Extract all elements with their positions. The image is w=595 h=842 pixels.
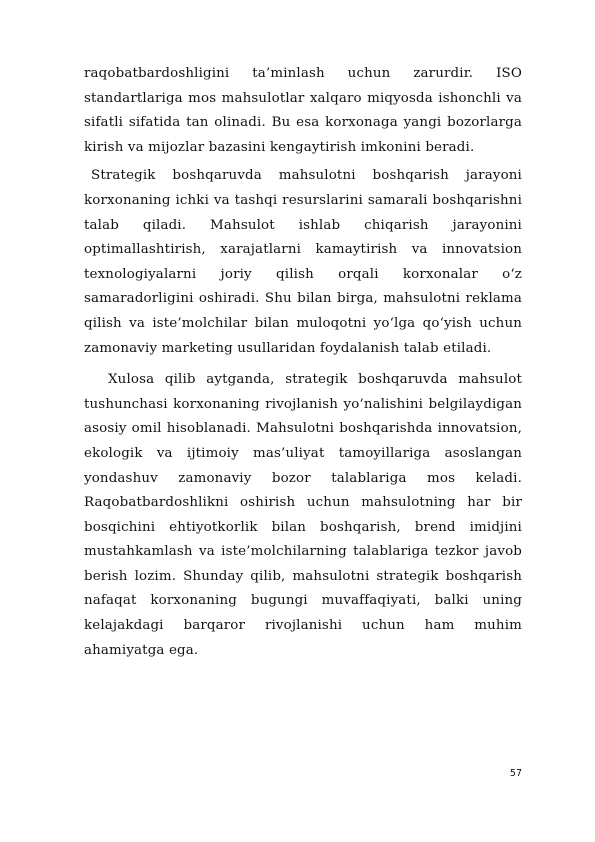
body-text: [84, 62, 522, 663]
page-number: 57: [509, 768, 522, 779]
paragraph-3: Xulosa qilib aytganda, strategik boshqaruvda mahsulot tushunchasi korxonaning rivojlanish yo‘nalishini belgilaydigan asosiy omil hisoblanadi. Mahsulotni boshqarishda innovatsion, ekologik va ijtimoiy mas’uliyat tamoyillariga asoslangan yondashuv zamonaviy bozor talablariga mos keladi. Raqobatbardoshlikni oshirish uchun mahsulotning har bir bosqichini ehtiyotkorlik bilan boshqarish, brend imidjini mustahkamlash va iste’molchilarning talablariga tezkor javob berish lozim. Shunday qilib, mahsulotni strategik boshqarish nafaqat korxonaning bugungi muvaffaqiyati, balki uning kelajakdagi barqaror rivojlanishi uchun ham muhim ahamiyatga ega.: [84, 372, 522, 658]
paragraph-2: Strategik boshqaruvda mahsulotni boshqarish jarayoni korxonaning ichki va tashqi resurslarini samarali boshqarishni talab qiladi. Mahsulot ishlab chiqarish jarayonini optimallashtirish, xarajatlarni kamaytirish va innovatsion texnologiyalarni joriy qilish orqali korxonalar o‘z samaradorligini oshiradi. Shu bilan birga, mahsulotni reklama qilish va iste’molchilar bilan muloqotni yo‘lga qo‘yish uchun zamonaviy marketing usullaridan foydalanish talab etiladi.: [84, 168, 522, 356]
paragraph-1: raqobatbardoshligini ta’minlash uchun zarurdir. ISO standartlariga mos mahsulotlar xalqaro miqyosda ishonchli va sifatli sifatida tan olinadi. Bu esa korxonaga yangi bozorlarga kirish va mijozlar bazasini kengaytirish imkonini beradi.: [84, 66, 522, 155]
